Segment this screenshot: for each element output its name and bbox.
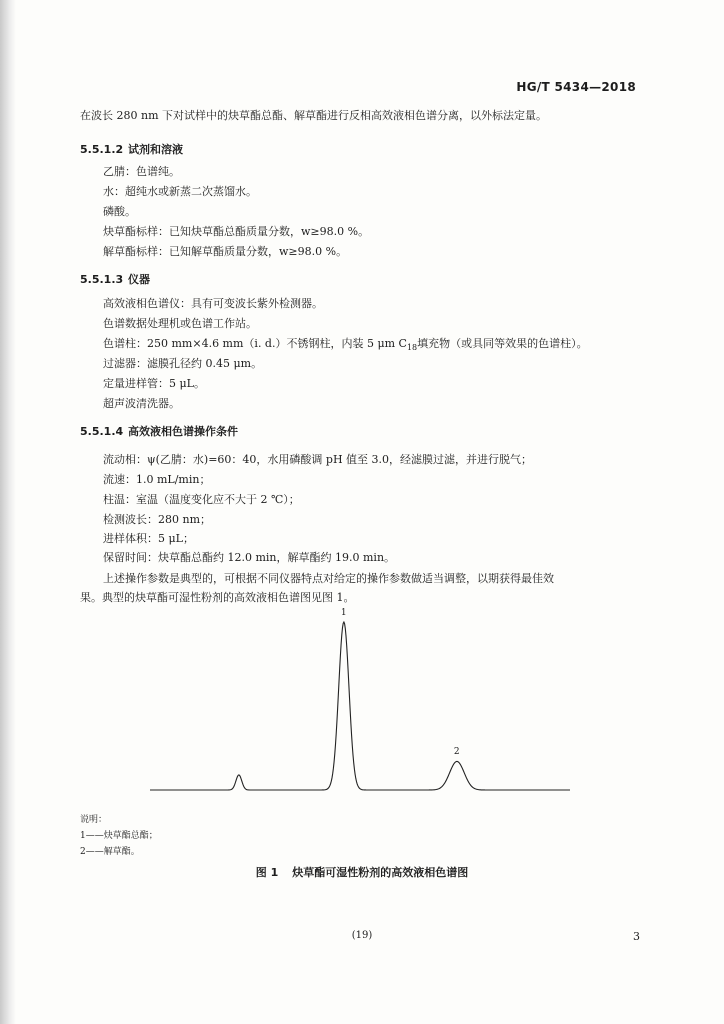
page-number: 3 [633,930,640,943]
reagent-item: 磷酸。 [103,205,136,218]
section-number: 5.5.1.4 [80,425,124,438]
condition-item: 柱温：室温（温度变化应不大于 2 ℃）； [103,493,300,506]
instrument-item: 色谱数据处理机或色谱工作站。 [103,317,257,330]
footer-sequence: (19) [351,930,373,941]
column-spec-tail: 填充物（或具同等效果的色谱柱）。 [417,337,588,350]
reagent-item: 水：超纯水或新蒸二次蒸馏水。 [103,185,257,198]
standard-number: HG/T 5434—2018 [516,80,636,94]
instrument-item: 定量进样管：5 μL。 [103,377,205,390]
chromatogram-trace [150,622,570,790]
instrument-item: 超声波清洗器。 [103,397,180,410]
figure-title: 炔草酯可湿性粉剂的高效液相色谱图 [292,866,469,879]
section-heading-instruments [80,272,150,287]
legend-item-2: 2——解草酯。 [80,847,140,857]
column-subscript: 18 [406,343,418,353]
reagent-item: 解草酯标样：已知解草酯质量分数，w≥98.0 %。 [103,245,348,258]
instrument-item: 高效液相色谱仪：具有可变波长紫外检测器。 [103,297,323,310]
legend-title: 说明： [80,815,108,825]
note-line-1: 上述操作参数是典型的，可根据不同仪器特点对给定的操作参数做适当调整，以期获得最佳效 [103,572,554,585]
instrument-item: 过滤器：滤膜孔径约 0.45 μm。 [103,357,263,370]
section-number: 5.5.1.3 [80,273,124,286]
legend-item-1: 1——炔草酯总酯； [80,831,158,841]
figure-number: 图 1 [255,866,279,879]
chromatogram-plot [150,612,570,802]
column-spec: 色谱柱：250 mm×4.6 mm（i. d.）不锈钢柱，内装 5 μm C [103,337,407,350]
condition-item: 检测波长：280 nm； [103,513,212,526]
peak-label-2: 2 [453,747,460,758]
section-title: 高效液相色谱操作条件 [128,425,238,438]
instrument-item-column [103,336,588,355]
section-heading-conditions [80,424,238,439]
section-title: 仪器 [128,273,150,286]
condition-item: 保留时间：炔草酯总酯约 12.0 min，解草酯约 19.0 min。 [103,551,396,564]
note-paragraph [80,569,640,607]
chromatogram-figure [150,608,570,802]
reagent-item: 炔草酯标样：已知炔草酯总酯质量分数，w≥98.0 %。 [103,225,370,238]
intro-paragraph: 在波长 280 nm 下对试样中的炔草酯总酯、解草酯进行反相高效液相色谱分离，以外标法定量。 [80,109,547,122]
condition-item: 流动相：ψ(乙腈：水)=60：40，水用磷酸调 pH 值至 3.0，经滤膜过滤，并进行脱气； [103,453,533,466]
section-title: 试剂和溶液 [128,143,183,156]
condition-item: 流速：1.0 mL/min； [103,473,211,486]
section-number: 5.5.1.2 [80,143,124,156]
peak-label-1: 1 [340,608,347,618]
condition-item: 进样体积：5 μL； [103,532,194,545]
reagent-item: 乙腈：色谱纯。 [103,165,180,178]
note-line-2: 果。典型的炔草酯可湿性粉剂的高效液相色谱图见图 1。 [80,591,355,604]
section-heading-reagents [80,142,183,157]
figure-caption [0,864,724,880]
